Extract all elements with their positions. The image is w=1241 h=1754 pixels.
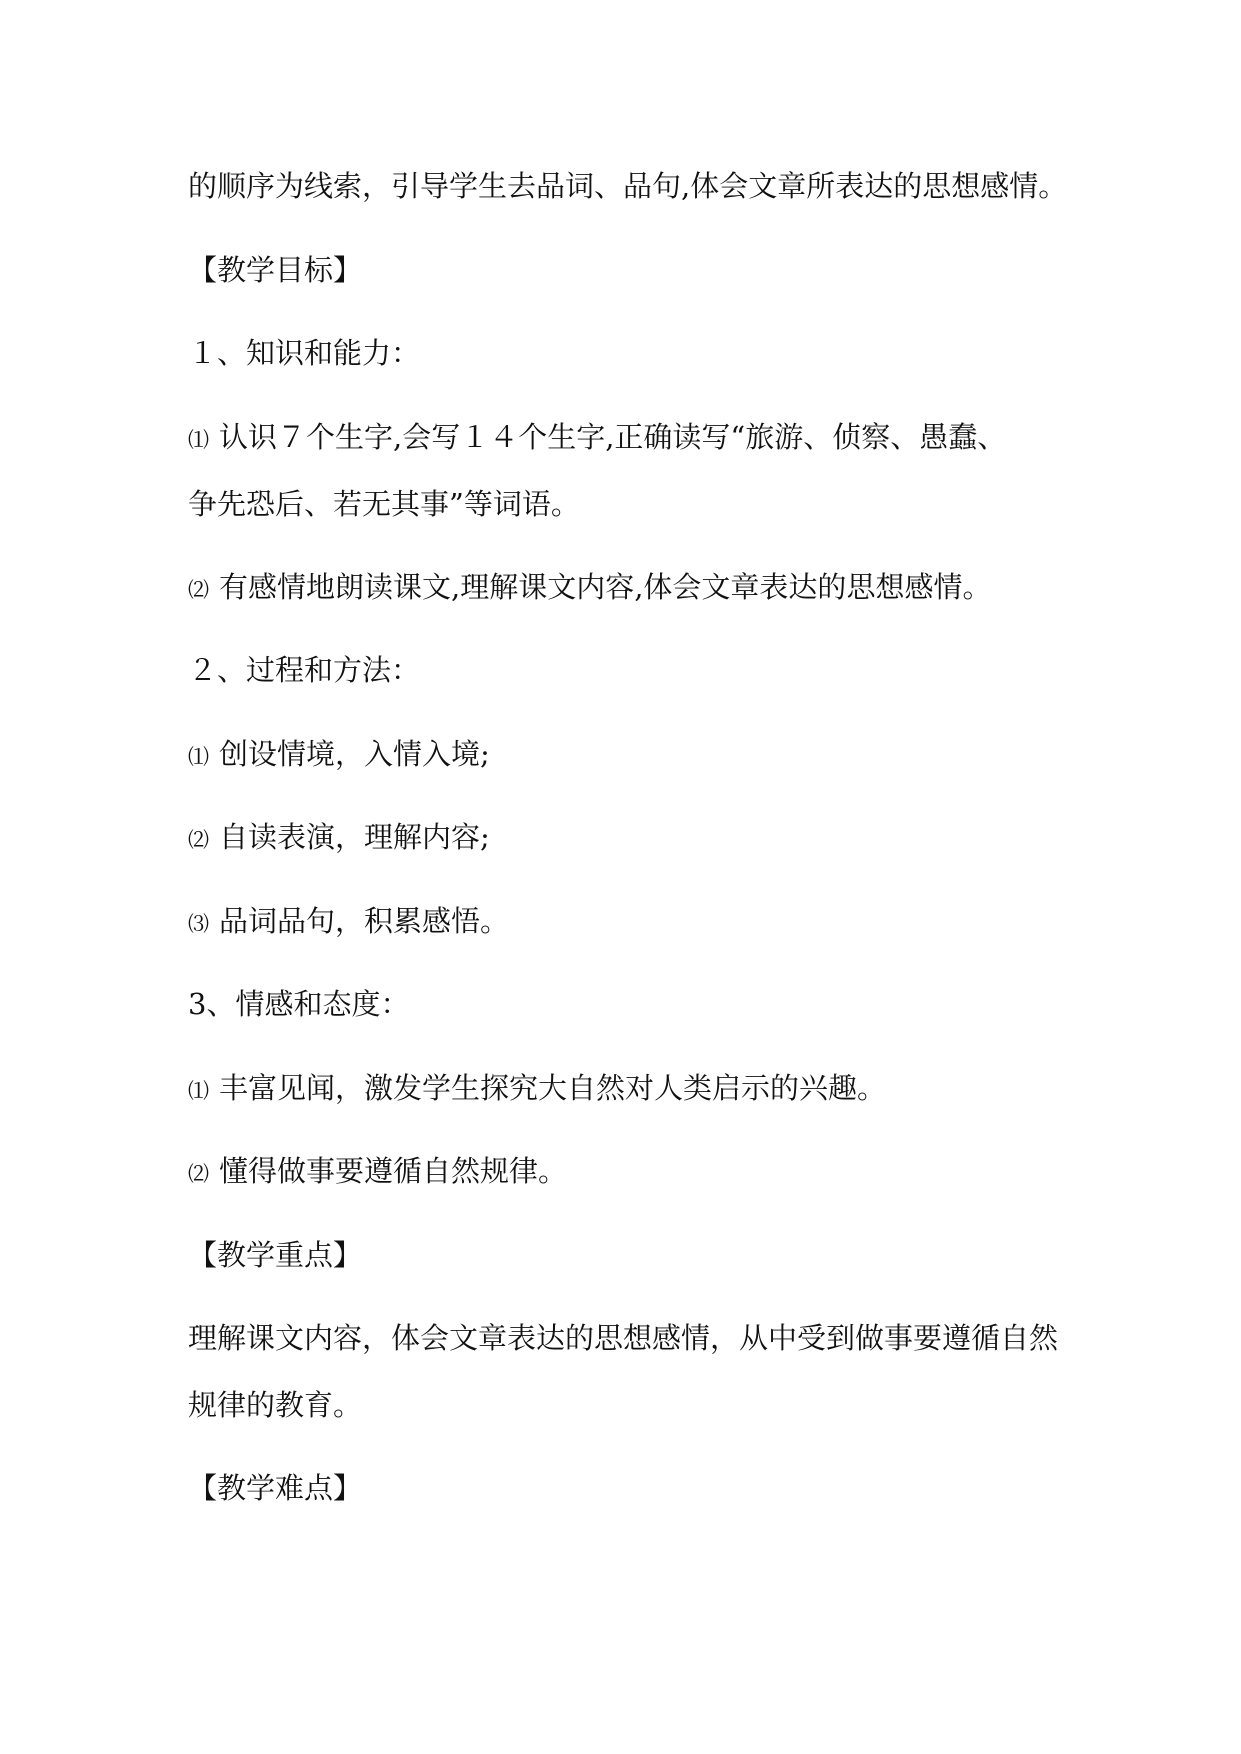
list-item-text: 有感情地朗读课文,理解课文内容,体会文章表达的思想感情。 (219, 570, 992, 604)
list-marker: ⑴ (188, 745, 209, 769)
list-item-text: 丰富见闻，激发学生探究大自然对人类启示的兴趣。 (219, 1071, 887, 1105)
list-item-text: 认识７个生字,会写１４个生字,正确读写“旅游、侦察、愚蠢、 (219, 420, 1007, 454)
list-marker: ⑵ (188, 828, 209, 852)
list-item (188, 567, 991, 610)
heading-teaching-focus: 【教学重点】 (188, 1238, 363, 1272)
list-item (188, 1151, 567, 1194)
text-line-continuation: 争先恐后、若无其事”等词语。 (188, 487, 580, 521)
list-item-text: 自读表演，理解内容; (219, 820, 490, 854)
list-item (188, 417, 1006, 460)
text-line-intro: 的顺序为线索，引导学生去品词、品句,体会文章所表达的思想感情。 (188, 169, 1068, 203)
list-item (188, 901, 509, 944)
list-marker: ⑵ (188, 1162, 209, 1186)
text-line-continuation: 规律的教育。 (188, 1388, 363, 1422)
list-item (188, 817, 490, 860)
subheading-process-method: ２、过程和方法： (188, 653, 421, 687)
list-item (188, 734, 490, 777)
list-item (188, 1068, 886, 1111)
subheading-knowledge-ability: １、知识和能力： (188, 336, 421, 370)
list-marker: ⑶ (188, 912, 209, 936)
list-item-text: 懂得做事要遵循自然规律。 (219, 1154, 568, 1188)
list-marker: ⑵ (188, 578, 209, 602)
list-marker: ⑴ (188, 428, 209, 452)
list-item-text: 创设情境，入情入境; (219, 737, 490, 771)
heading-teaching-goals: 【教学目标】 (188, 253, 363, 287)
heading-teaching-difficulty: 【教学难点】 (188, 1471, 363, 1505)
list-marker: ⑴ (188, 1079, 209, 1103)
text-line-focus: 理解课文内容，体会文章表达的思想感情，从中受到做事要遵循自然 (188, 1321, 1059, 1355)
subheading-emotion-attitude: 3、情感和态度： (188, 987, 410, 1021)
list-item-text: 品词品句，积累感悟。 (219, 904, 510, 938)
